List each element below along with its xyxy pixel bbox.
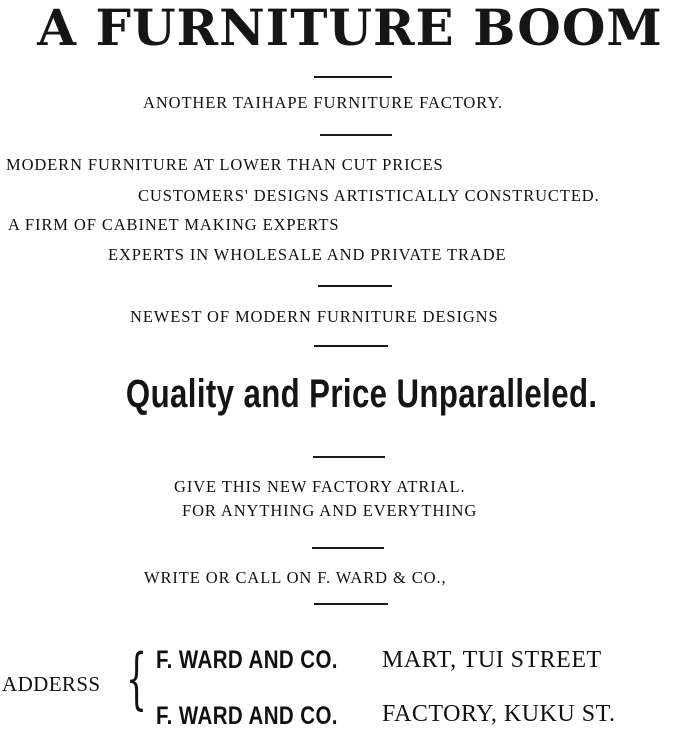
slogan-headline: Quality and Price Unparalleled. <box>125 372 598 416</box>
address-place-mart: MART, TUI STREET <box>382 647 602 673</box>
offer-line-anything: FOR ANYTHING AND EVERYTHING <box>182 501 478 520</box>
feature-line-firm: A FIRM OF CABINET MAKING EXPERTS <box>8 215 340 234</box>
divider-rule <box>318 285 392 287</box>
divider-rule <box>314 345 388 347</box>
advert-title: A FURNITURE BOOM <box>37 0 663 57</box>
feature-line-trade: EXPERTS IN WHOLESALE AND PRIVATE TRADE <box>108 245 507 264</box>
contact-line: WRITE OR CALL ON F. WARD & CO., <box>144 568 447 587</box>
address-firm-factory: F. WARD AND CO. <box>156 702 338 730</box>
feature-line-prices: MODERN FURNITURE AT LOWER THAN CUT PRICES <box>6 155 444 174</box>
divider-rule <box>320 134 392 136</box>
brace-icon: { <box>126 640 147 717</box>
divider-rule <box>312 547 384 549</box>
advert-subheading: ANOTHER TAIHAPE FURNITURE FACTORY. <box>143 93 503 112</box>
address-label: ADDERSS <box>2 672 101 696</box>
divider-rule <box>314 76 392 78</box>
address-firm-mart: F. WARD AND CO. <box>156 646 338 674</box>
feature-line-newest: NEWEST OF MODERN FURNITURE DESIGNS <box>130 307 499 326</box>
offer-line-trial: GIVE THIS NEW FACTORY ATRIAL. <box>174 477 466 496</box>
feature-line-designs: CUSTOMERS' DESIGNS ARTISTICALLY CONSTRUCTED. <box>138 186 600 205</box>
address-place-factory: FACTORY, KUKU ST. <box>382 701 616 727</box>
divider-rule <box>313 456 385 458</box>
divider-rule <box>314 603 388 605</box>
